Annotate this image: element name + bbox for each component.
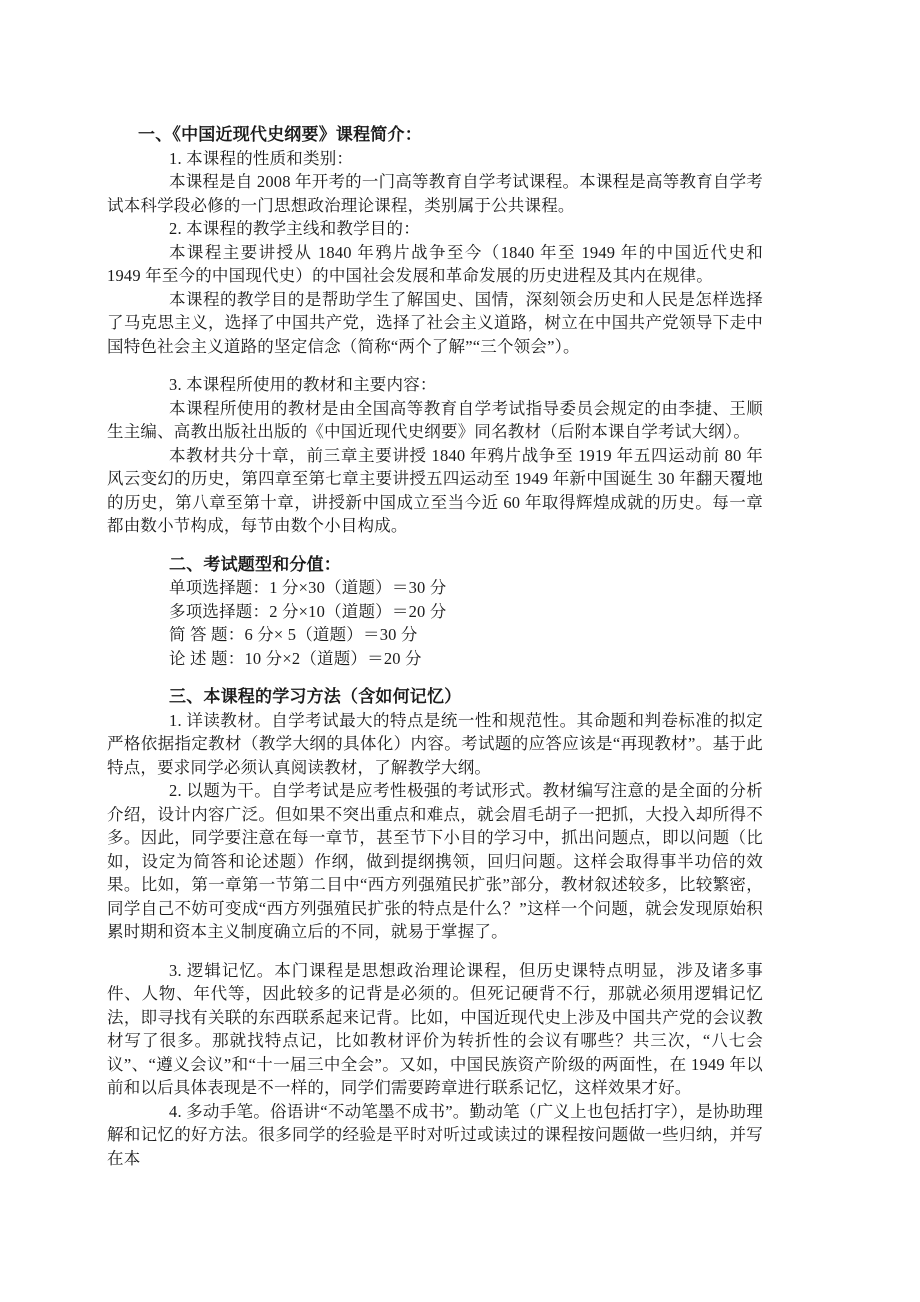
paragraph: 本课程主要讲授从 1840 年鸦片战争至今（1840 年至 1949 年的中国近代史和 1949 年至今的中国现代史）的中国社会发展和革命发展的历史进程及其内在规律。 bbox=[107, 242, 763, 285]
section-heading: 一、《中国近现代史纲要》课程简介： bbox=[138, 125, 422, 144]
paragraph: 4. 多动手笔。俗语讲“不动笔墨不成书”。勤动笔（广义上也包括打字），是协助理解和记忆的好方法。很多同学的经验是平时对听过或读过的课程按问题做一些归纳，并写在本 bbox=[107, 1101, 763, 1168]
section-heading: 二、考试题型和分值： bbox=[169, 554, 341, 574]
paragraph: 本课程所使用的教材是由全国高等教育自学考试指导委员会规定的由李捷、王顺生主编、高教出版社出版的《中国近现代史纲要》同名教材（后附本课自学考试大纲）。 bbox=[107, 398, 763, 441]
exam-score-line: 论 述 题：10 分×2（道题）＝20 分 bbox=[169, 648, 422, 668]
paragraph: 1. 本课程的性质和类别： bbox=[169, 148, 354, 168]
paragraph: 3. 逻辑记忆。本门课程是思想政治理论课程，但历史课特点明显，涉及诸多事件、人物、年代等，因此较多的记背是必须的。但死记硬背不行，那就必须用逻辑记忆法，即寻找有关联的东西联系起来记背。比如，中国近现代史上涉及中国共产党的会议教材写了很多。那就找特点记，比如教材评价为转折性的会议有哪些？共三次，“八七会议”、“遵义会议”和“十一届三中全会”。又如，中国民族资产阶级的两面性，在 1949 年以前和以后具体表现是不一样的，同学们需要跨章进行联系记忆，这样效果才好。 bbox=[107, 960, 763, 1097]
paragraph: 本课程的教学目的是帮助学生了解国史、国情，深刻领会历史和人民是怎样选择了马克思主义，选择了中国共产党，选择了社会主义道路，树立在中国共产党领导下走中国特色社会主义道路的坚定信念（简称“两个了解”“三个领会”）。 bbox=[107, 289, 763, 356]
paragraph: 1. 详读教材。自学考试最大的特点是统一性和规范性。其命题和判卷标准的拟定严格依据指定教材（教学大纲的具体化）内容。考试题的应答应该是“再现教材”。基于此特点，要求同学必须认真阅读教材，了解教学大纲。 bbox=[107, 710, 763, 777]
paragraph: 本教材共分十章，前三章主要讲授 1840 年鸦片战争至 1919 年五四运动前 80 年风云变幻的历史，第四章至第七章主要讲授五四运动至 1949 年新中国诞生 30 年翻天覆地的历史，第八章至第十章，讲授新中国成立至当今近 60 年取得辉煌成就的历史。每一章都由数小节构成，每节由数个小目构成。 bbox=[107, 445, 763, 535]
paragraph: 本课程是自 2008 年开考的一门高等教育自学考试课程。本课程是高等教育自学考试本科学段必修的一门思想政治理论课程，类别属于公共课程。 bbox=[107, 172, 763, 215]
paragraph: 2. 本课程的教学主线和教学目的： bbox=[169, 219, 420, 238]
paragraph: 3. 本课程所使用的教材和主要内容： bbox=[169, 375, 437, 394]
section-heading: 三、本课程的学习方法（含如何记忆） bbox=[169, 687, 462, 706]
document-body bbox=[107, 123, 763, 1170]
exam-score-line: 多项选择题：2 分×10（道题）＝20 分 bbox=[169, 601, 447, 621]
exam-score-line: 单项选择题：1 分×30（道题）＝30 分 bbox=[169, 578, 447, 597]
exam-score-line: 简 答 题：6 分× 5（道题）＝30 分 bbox=[169, 625, 418, 644]
paragraph: 2. 以题为干。自学考试是应考性极强的考试形式。教材编写注意的是全面的分析介绍，设计内容广泛。但如果不突出重点和难点，就会眉毛胡子一把抓，大投入却所得不多。因此，同学要注意在每一章节，甚至节下小目的学习中，抓出问题点，即以问题（比如，设定为简答和论述题）作纲，做到提纲携领，回归问题。这样会取得事半功倍的效果。比如，第一章第一节第二目中“西方列强殖民扩张”部分，教材叙述较多，比较繁密，同学自己不妨可变成“西方列强殖民扩张的特点是什么？”这样一个问题，就会发现原始积累时期和资本主义制度确立后的不同，就易于掌握了。 bbox=[107, 781, 763, 941]
